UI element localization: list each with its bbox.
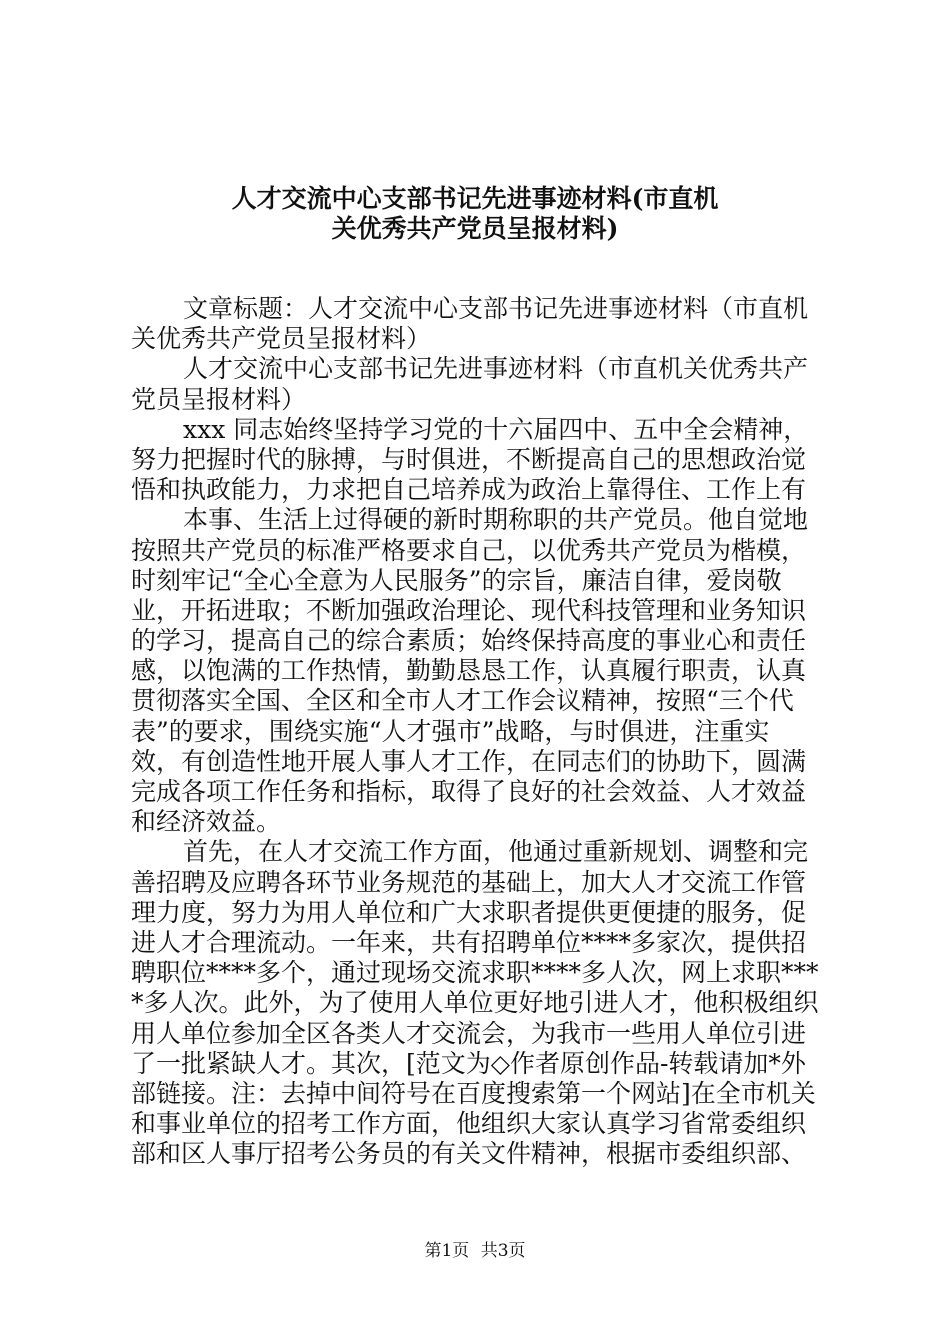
body-line: 贯彻落实全国、全区和全市人才工作会议精神，按照“三个代 <box>131 686 794 716</box>
body-line: 的学习，提高自己的综合素质；始终保持高度的事业心和责任 <box>131 626 807 656</box>
body-line: 部和区人事厅招考公务员的有关文件精神，根据市委组织部、 <box>131 1139 807 1169</box>
body-line: 首先，在人才交流工作方面，他通过重新规划、调整和完 <box>183 837 809 867</box>
body-line: 党员呈报材料） <box>131 384 307 414</box>
body-line: 善招聘及应聘各环节业务规范的基础上，加大人才交流工作管 <box>131 867 807 897</box>
body-line: 和经济效益。 <box>131 807 282 837</box>
page-total: 共3页 <box>480 1241 526 1261</box>
body-line: xxx 同志始终坚持学习党的十六届四中、五中全会精神， <box>183 414 809 444</box>
body-line: 进人才合理流动。一年来，共有招聘单位****多家次，提供招 <box>131 927 807 957</box>
body-line: 时刻牢记“全心全意为人民服务”的宗旨，廉洁自律，爱岗敬 <box>131 565 782 595</box>
page-number: 第1页 <box>424 1241 470 1261</box>
body-line: 按照共产党员的标准严格要求自己，以优秀共产党员为楷模， <box>131 535 807 565</box>
body-line: 效，有创造性地开展人事人才工作，在同志们的协助下，圆满 <box>131 746 807 776</box>
body-line: 了一批紧缺人才。其次，[范文为◇作者原创作品-转载请加*外 <box>131 1048 806 1078</box>
body-line: 用人单位参加全区各类人才交流会，为我市一些用人单位引进 <box>131 1018 807 1048</box>
body-line: 表”的要求，围绕实施“人才强市”战略，与时俱进，注重实 <box>131 716 770 746</box>
body-line: 完成各项工作任务和指标，取得了良好的社会效益、人才效益 <box>131 777 807 806</box>
body-line: 部链接。注：去掉中间符号在百度搜索第一个网站]在全市机关 <box>131 1078 816 1108</box>
body-line: 本事、生活上过得硬的新时期称职的共产党员。他自觉地 <box>183 505 809 535</box>
body-line: 感，以饱满的工作热情，勤勤恳恳工作，认真履行职责，认真 <box>131 656 807 686</box>
body-line: 人才交流中心支部书记先进事迹材料（市直机关优秀共产 <box>183 354 809 384</box>
document-title <box>118 184 832 244</box>
title-line: 人才交流中心支部书记先进事迹材料(市直机 <box>231 184 719 213</box>
body-line: 文章标题：人才交流中心支部书记先进事迹材料（市直机 <box>183 294 809 323</box>
body-line: 悟和执政能力，力求把自己培养成为政治上靠得住、工作上有 <box>131 475 807 505</box>
page-footer <box>0 1240 950 1262</box>
document-body <box>131 294 831 1169</box>
body-line: 理力度，努力为用人单位和广大求职者提供更便捷的服务，促 <box>131 897 807 927</box>
body-line: 聘职位****多个，通过现场交流求职****多人次，网上求职*** <box>131 958 819 988</box>
body-line: 关优秀共产党员呈报材料） <box>131 324 432 354</box>
title-line: 关优秀共产党员呈报材料) <box>331 214 619 244</box>
body-line: 努力把握时代的脉搏，与时俱进，不断提高自己的思想政治觉 <box>131 444 807 474</box>
body-line: 和事业单位的招考工作方面，他组织大家认真学习省常委组织 <box>131 1109 807 1139</box>
body-line: 业，开拓进取；不断加强政治理论、现代科技管理和业务知识 <box>131 595 807 625</box>
body-line: *多人次。此外，为了使用人单位更好地引进人才，他积极组织 <box>131 988 819 1018</box>
